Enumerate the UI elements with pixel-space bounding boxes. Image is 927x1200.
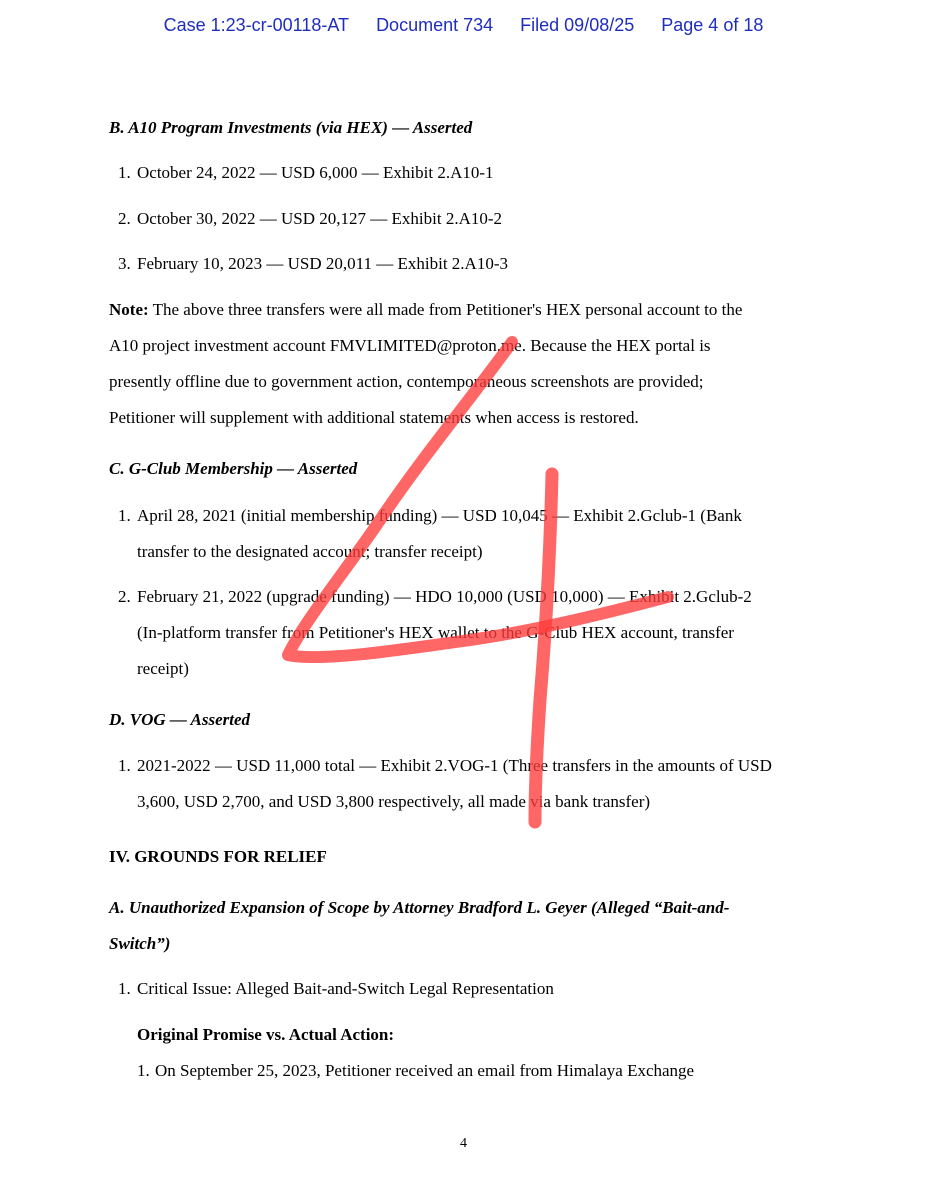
list-item-line: 2021-2022 — USD 11,000 total — Exhibit 2.VOG-1 (Three transfers in the amounts of USD: [137, 756, 772, 775]
list-marker: 3.: [118, 254, 131, 273]
section-b-title: B. A10 Program Investments (via HEX) — Asserted: [109, 118, 473, 137]
note-text: The above three transfers were all made from Petitioner's HEX personal account to the: [148, 300, 743, 319]
subsection-a-title: Switch”): [109, 934, 171, 953]
list-item-line: 3,600, USD 2,700, and USD 3,800 respectively, all made via bank transfer): [137, 792, 651, 811]
document-number: Document 734: [376, 15, 494, 35]
subheading: Original Promise vs. Actual Action:: [137, 1025, 395, 1044]
note-line: presently offline due to government action, contemporaneous screenshots are provided;: [109, 372, 704, 391]
list-item: February 10, 2023 — USD 20,011 — Exhibit 2.A10-3: [137, 254, 508, 273]
note-line: Petitioner will supplement with additional statements when access is restored.: [109, 408, 639, 427]
case-number: Case 1:23-cr-00118-AT: [163, 15, 350, 35]
filed-date: Filed 09/08/25: [520, 15, 635, 35]
list-marker: 1.: [137, 1061, 150, 1080]
list-marker: 2.: [118, 587, 131, 606]
list-marker: 1.: [118, 506, 131, 525]
section-d-title: D. VOG — Asserted: [109, 710, 251, 729]
list-item-line: (In-platform transfer from Petitioner's HEX wallet to the G-Club HEX account, transfer: [137, 623, 734, 642]
page-indicator: Page 4 of 18: [661, 15, 764, 35]
list-marker: 2.: [118, 209, 131, 228]
note-line: [109, 300, 742, 320]
list-item-line: April 28, 2021 (initial membership funding) — USD 10,045 — Exhibit 2.Gclub-1 (Bank: [137, 506, 742, 525]
page-number: 4: [460, 1136, 467, 1151]
list-item: On September 25, 2023, Petitioner received an email from Himalaya Exchange: [155, 1061, 695, 1080]
note-line: A10 project investment account FMVLIMITED@proton.me. Because the HEX portal is: [109, 336, 711, 355]
note-label: Note:: [109, 300, 149, 319]
list-item-line: receipt): [137, 659, 189, 678]
subsection-a-title: A. Unauthorized Expansion of Scope by Attorney Bradford L. Geyer (Alleged “Bait-and-: [109, 898, 730, 917]
list-item: October 30, 2022 — USD 20,127 — Exhibit 2.A10-2: [137, 209, 503, 228]
section-c-title: C. G-Club Membership — Asserted: [109, 459, 358, 478]
section-iv-title: IV. GROUNDS FOR RELIEF: [109, 847, 327, 866]
list-item: Critical Issue: Alleged Bait-and-Switch Legal Representation: [137, 979, 554, 998]
list-marker: 1.: [118, 756, 131, 775]
list-item-line: February 21, 2022 (upgrade funding) — HDO 10,000 (USD 10,000) — Exhibit 2.Gclub-2: [137, 587, 752, 606]
list-item-line: transfer to the designated account; transfer receipt): [137, 542, 483, 561]
list-marker: 1.: [118, 163, 131, 182]
list-marker: 1.: [118, 979, 131, 998]
court-filing-header: [0, 15, 927, 36]
list-item: October 24, 2022 — USD 6,000 — Exhibit 2.A10-1: [137, 163, 494, 182]
